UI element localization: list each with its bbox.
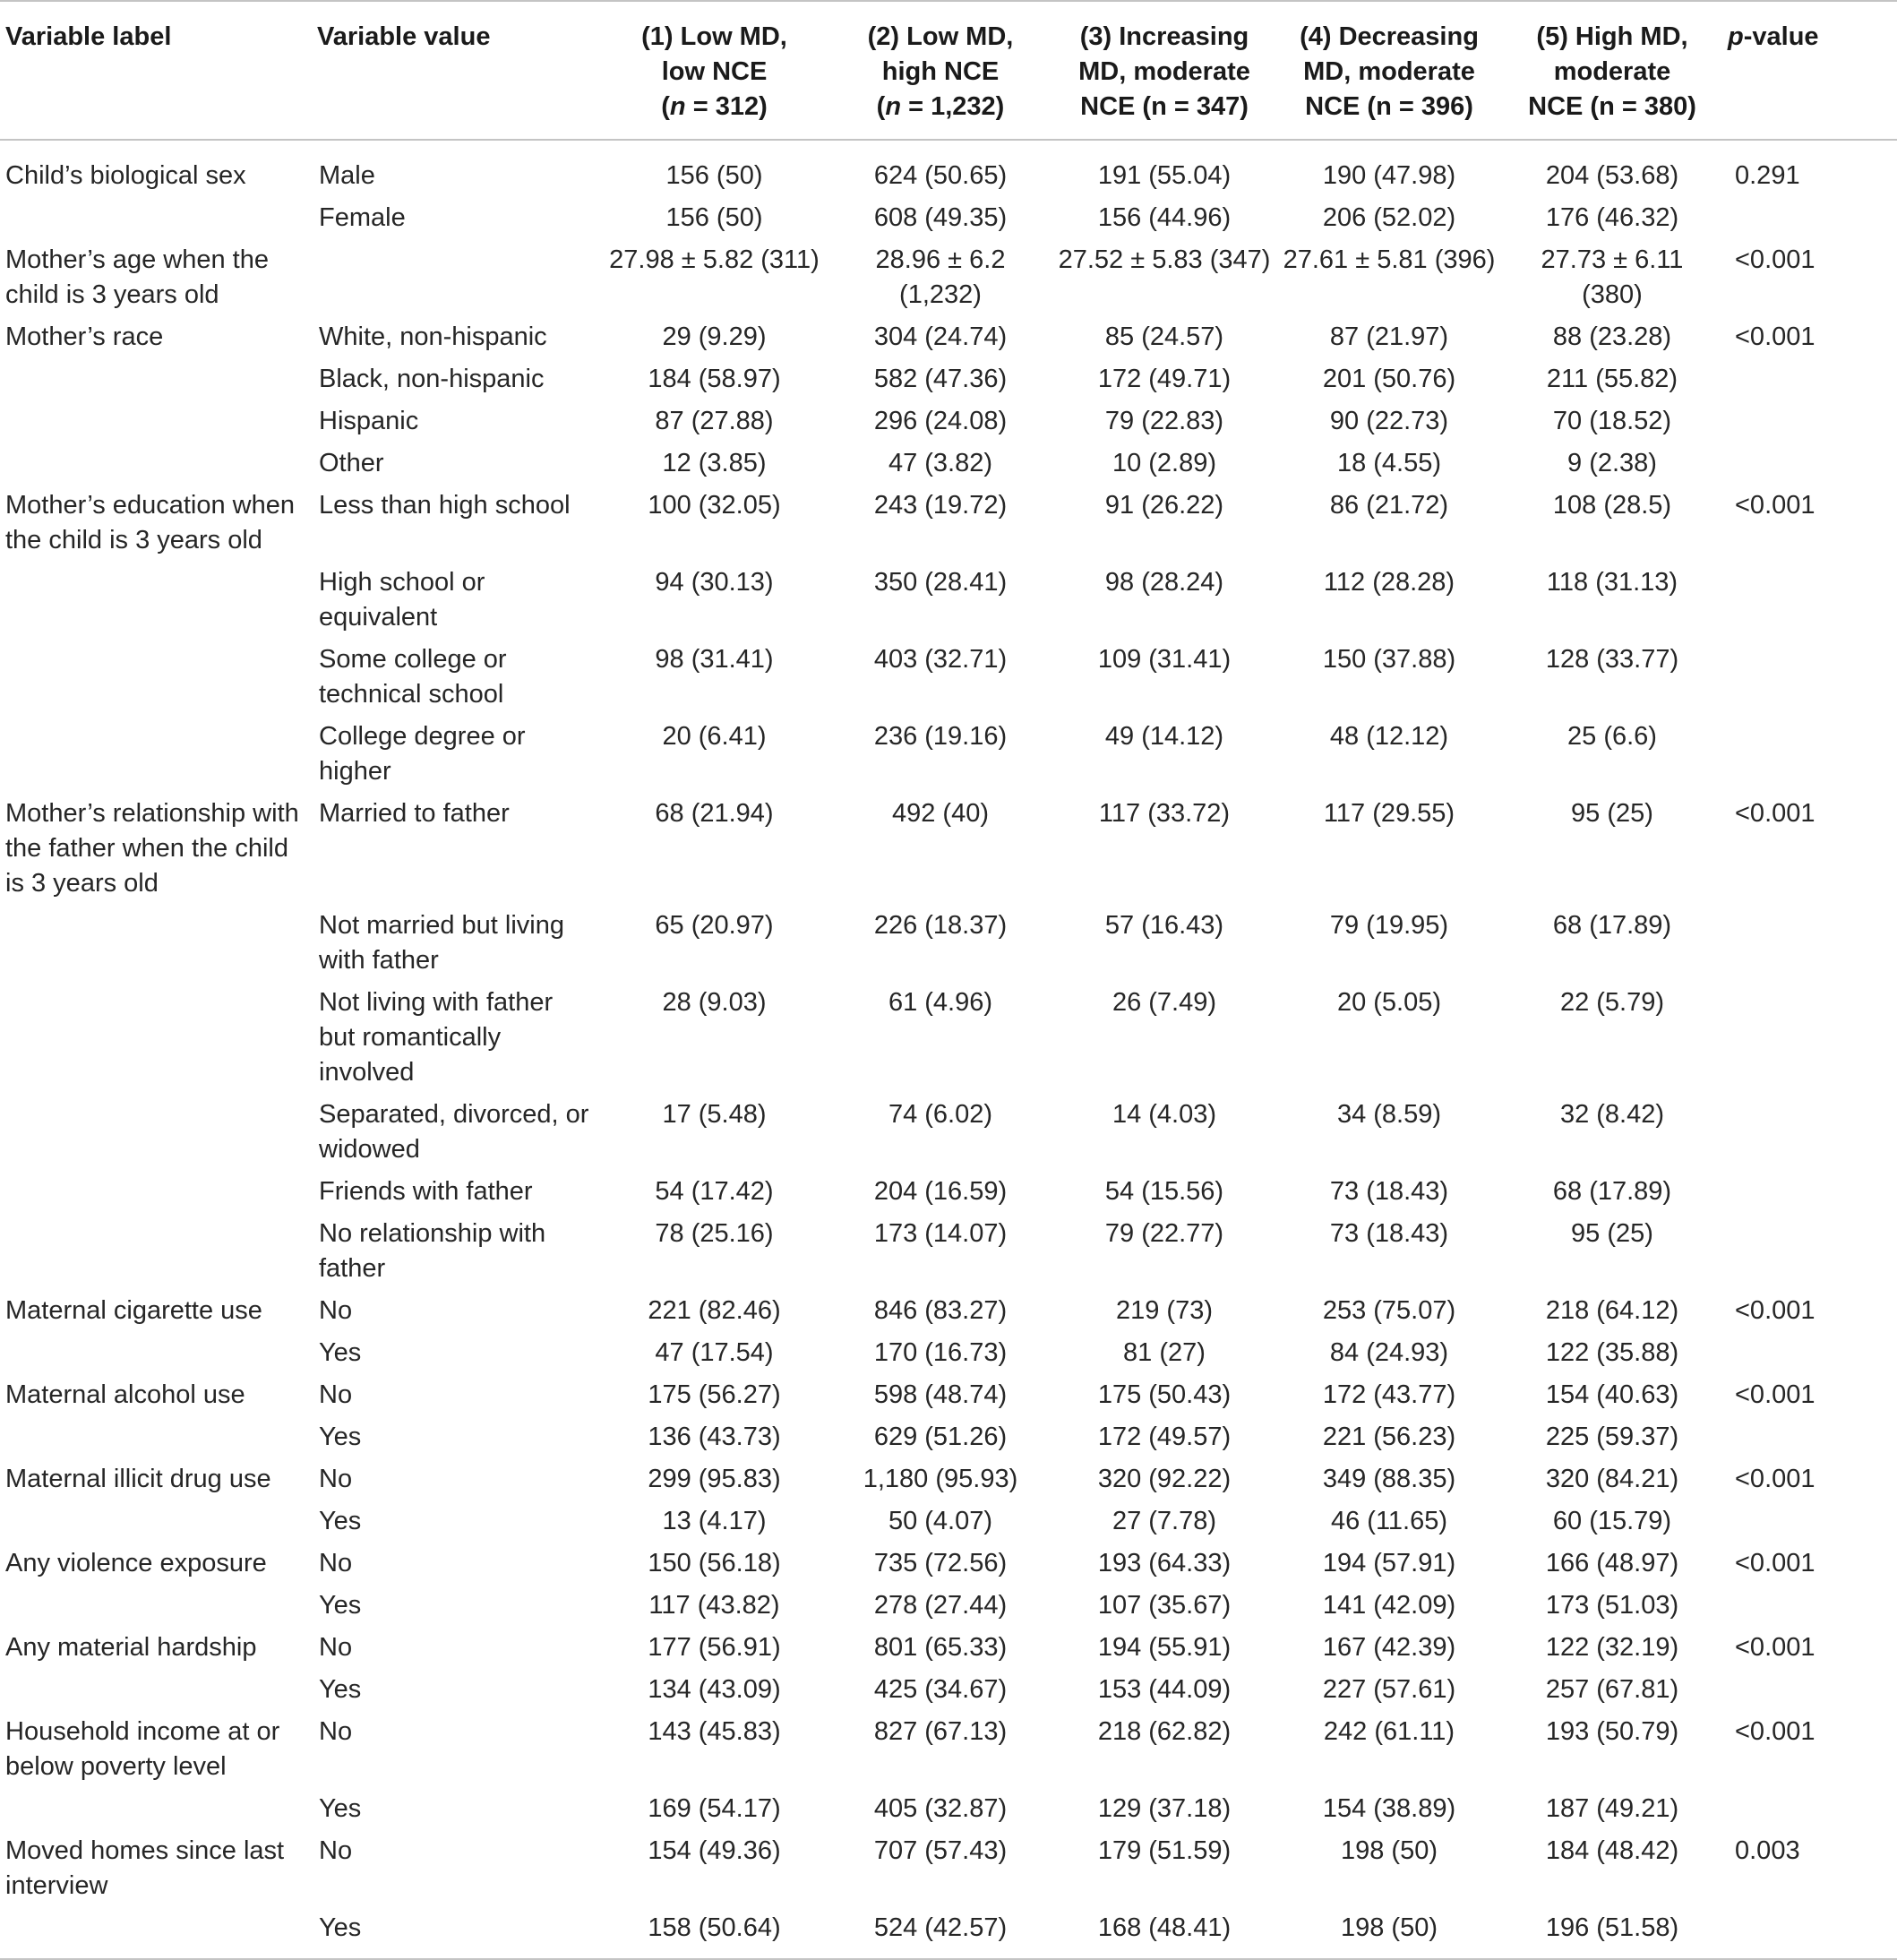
table-row xyxy=(0,1543,1897,1585)
variable-label-cell: Mother’s education when the child is 3 years old xyxy=(5,491,295,554)
variable-value-cell: No xyxy=(319,1380,353,1409)
group-5-cell: 225 (59.37) xyxy=(1545,1423,1679,1451)
group-5-cell: 9 (2.38) xyxy=(1567,449,1657,477)
group-4-cell: 46 (11.65) xyxy=(1330,1507,1448,1535)
group-1-cell: 175 (56.27) xyxy=(648,1380,781,1409)
group-1-cell: 68 (21.94) xyxy=(655,799,774,828)
table-row xyxy=(0,1627,1897,1669)
p-value-cell: <0.001 xyxy=(1735,1380,1815,1409)
header-group-1: (1) Low MD, low NCE (n = 312) xyxy=(641,22,787,121)
group-5-cell: 196 (51.58) xyxy=(1545,1913,1679,1942)
p-value-cell xyxy=(1722,639,1897,716)
table-row xyxy=(0,1374,1897,1416)
group-1-cell: 177 (56.91) xyxy=(648,1633,781,1662)
group-3-cell: 26 (7.49) xyxy=(1112,988,1217,1017)
variable-label-cell xyxy=(0,562,312,639)
variable-label-cell xyxy=(0,982,312,1094)
variable-value-cell: No xyxy=(319,1836,353,1865)
group-5-cell: 118 (31.13) xyxy=(1546,568,1678,597)
group-4-cell: 90 (22.73) xyxy=(1329,407,1449,435)
table-row xyxy=(0,1213,1897,1290)
group-1-cell: 28 (9.03) xyxy=(662,988,767,1017)
variable-value-cell: Black, non-hispanic xyxy=(319,365,545,393)
variable-value-cell: Yes xyxy=(319,1794,362,1823)
variable-label-cell xyxy=(0,1094,312,1171)
group-2-cell: 624 (50.65) xyxy=(873,161,1008,190)
header-group-5: (5) High MD, moderate NCE (n = 380) xyxy=(1528,22,1696,121)
header-row xyxy=(0,1,1897,140)
group-5-cell: 154 (40.63) xyxy=(1545,1380,1679,1409)
variable-label-cell xyxy=(0,1500,312,1543)
p-value-cell xyxy=(1722,1788,1897,1830)
group-3-cell: 14 (4.03) xyxy=(1112,1100,1217,1129)
group-3-cell: 320 (92.22) xyxy=(1097,1465,1232,1493)
table-row xyxy=(0,1585,1897,1627)
group-2-cell: 1,180 (95.93) xyxy=(863,1465,1018,1493)
group-1-cell: 65 (20.97) xyxy=(655,911,774,940)
group-2-cell: 50 (4.07) xyxy=(888,1507,993,1535)
group-3-cell: 129 (37.18) xyxy=(1097,1794,1232,1823)
header-group-3: (3) Increasing MD, moderate NCE (n = 347) xyxy=(1078,22,1250,121)
table-row xyxy=(0,1332,1897,1374)
group-2-cell: 425 (34.67) xyxy=(873,1675,1008,1704)
group-3-cell: 117 (33.72) xyxy=(1098,799,1231,828)
group-5-cell: 320 (84.21) xyxy=(1545,1465,1679,1493)
group-2-cell: 846 (83.27) xyxy=(873,1296,1008,1325)
group-1-cell: 12 (3.85) xyxy=(662,449,767,477)
group-1-cell: 150 (56.18) xyxy=(648,1549,781,1577)
p-value-cell xyxy=(1722,1416,1897,1458)
variable-label-cell xyxy=(0,1416,312,1458)
table-row xyxy=(0,197,1897,239)
table-row xyxy=(0,639,1897,716)
table-row xyxy=(0,400,1897,443)
group-2-cell: 405 (32.87) xyxy=(873,1794,1008,1823)
variable-value-cell: Married to father xyxy=(319,799,510,828)
group-3-cell: 109 (31.41) xyxy=(1097,645,1232,674)
variable-label-cell: Any material hardship xyxy=(5,1633,257,1662)
group-4-cell: 253 (75.07) xyxy=(1322,1296,1456,1325)
group-1-cell: 94 (30.13) xyxy=(655,568,774,597)
group-3-cell: 175 (50.43) xyxy=(1097,1380,1232,1409)
variable-value-cell: Hispanic xyxy=(319,407,419,435)
variable-value-cell: Less than high school xyxy=(319,491,571,520)
group-2-cell: 492 (40) xyxy=(891,799,989,828)
variable-label-cell: Maternal illicit drug use xyxy=(5,1465,271,1493)
table-body xyxy=(0,140,1897,1959)
group-3-cell: 218 (62.82) xyxy=(1097,1717,1232,1746)
variable-value-cell: College degree or higher xyxy=(319,722,526,786)
variable-value-cell: Friends with father xyxy=(319,1177,533,1206)
header-group-2: (2) Low MD, high NCE (n = 1,232) xyxy=(867,22,1014,121)
group-2-cell: 608 (49.35) xyxy=(873,203,1008,232)
p-value-cell xyxy=(1722,1332,1897,1374)
group-3-cell: 107 (35.67) xyxy=(1097,1591,1232,1620)
p-value-cell xyxy=(1722,1094,1897,1171)
variable-value-cell: No xyxy=(319,1296,353,1325)
variable-label-cell: Child’s biological sex xyxy=(5,161,246,190)
variable-value-cell: No xyxy=(319,1633,353,1662)
table-row xyxy=(0,905,1897,982)
variable-label-cell xyxy=(0,358,312,400)
variable-label-cell xyxy=(0,639,312,716)
group-5-cell: 95 (25) xyxy=(1571,1219,1653,1248)
group-3-cell: 172 (49.57) xyxy=(1097,1423,1232,1451)
variable-value-cell: Separated, divorced, or widowed xyxy=(319,1100,589,1164)
group-1-cell: 87 (27.88) xyxy=(655,407,774,435)
group-4-cell: 221 (56.23) xyxy=(1322,1423,1456,1451)
p-value-cell xyxy=(1722,905,1897,982)
table-row xyxy=(0,716,1897,793)
group-2-cell: 801 (65.33) xyxy=(873,1633,1008,1662)
table-row xyxy=(0,443,1897,485)
group-4-cell: 190 (47.98) xyxy=(1322,161,1456,190)
group-5-cell: 193 (50.79) xyxy=(1545,1717,1679,1746)
p-value-cell xyxy=(1722,358,1897,400)
group-5-cell: 70 (18.52) xyxy=(1552,407,1672,435)
group-4-cell: 242 (61.11) xyxy=(1323,1717,1455,1746)
group-3-cell: 156 (44.96) xyxy=(1097,203,1232,232)
group-5-cell: 187 (49.21) xyxy=(1545,1794,1679,1823)
variable-value-cell: Other xyxy=(319,449,384,477)
group-4-cell: 27.61 ± 5.81 (396) xyxy=(1283,245,1496,274)
group-4-cell: 227 (57.61) xyxy=(1322,1675,1456,1704)
group-2-cell: 243 (19.72) xyxy=(873,491,1008,520)
group-4-cell: 141 (42.09) xyxy=(1322,1591,1456,1620)
group-3-cell: 219 (73) xyxy=(1115,1296,1213,1325)
group-1-cell: 156 (50) xyxy=(665,203,763,232)
variable-label-cell: Mother’s relationship with the father when the child is 3 years old xyxy=(5,799,299,898)
group-1-cell: 134 (43.09) xyxy=(648,1675,781,1704)
variable-label-cell xyxy=(0,1171,312,1213)
variable-value-cell: Yes xyxy=(319,1913,362,1942)
group-2-cell: 170 (16.73) xyxy=(873,1338,1008,1367)
group-1-cell: 98 (31.41) xyxy=(655,645,774,674)
group-4-cell: 112 (28.28) xyxy=(1323,568,1455,597)
group-4-cell: 150 (37.88) xyxy=(1322,645,1456,674)
group-5-cell: 173 (51.03) xyxy=(1545,1591,1679,1620)
group-3-cell: 49 (14.12) xyxy=(1104,722,1224,751)
variable-value-cell: No xyxy=(319,1465,353,1493)
group-5-cell: 60 (15.79) xyxy=(1552,1507,1672,1535)
variable-value-cell: Yes xyxy=(319,1338,362,1367)
group-5-cell: 184 (48.42) xyxy=(1545,1836,1679,1865)
p-value-cell: <0.001 xyxy=(1735,245,1815,274)
group-4-cell: 79 (19.95) xyxy=(1329,911,1449,940)
p-value-cell: <0.001 xyxy=(1735,1633,1815,1662)
group-2-cell: 204 (16.59) xyxy=(873,1177,1008,1206)
variable-value-cell: Some college or technical school xyxy=(319,645,507,709)
group-2-cell: 296 (24.08) xyxy=(873,407,1008,435)
p-value-cell: 0.003 xyxy=(1735,1836,1800,1865)
group-1-cell: 169 (54.17) xyxy=(648,1794,781,1823)
group-3-cell: 172 (49.71) xyxy=(1097,365,1232,393)
group-5-cell: 257 (67.81) xyxy=(1545,1675,1679,1704)
group-5-cell: 204 (53.68) xyxy=(1545,161,1679,190)
p-value-cell xyxy=(1722,1171,1897,1213)
group-1-cell: 156 (50) xyxy=(665,161,763,190)
group-2-cell: 735 (72.56) xyxy=(873,1549,1008,1577)
group-1-cell: 221 (82.46) xyxy=(648,1296,781,1325)
group-3-cell: 10 (2.89) xyxy=(1112,449,1217,477)
group-2-cell: 304 (24.74) xyxy=(873,322,1008,351)
group-4-cell: 86 (21.72) xyxy=(1329,491,1449,520)
group-4-cell: 18 (4.55) xyxy=(1336,449,1442,477)
variable-value-cell: Not married but living with father xyxy=(319,911,564,975)
variable-value-cell: No relationship with father xyxy=(319,1219,546,1283)
variable-label-cell xyxy=(0,1585,312,1627)
p-value-cell: <0.001 xyxy=(1735,1465,1815,1493)
group-2-cell: 236 (19.16) xyxy=(873,722,1008,751)
p-value-cell: 0.291 xyxy=(1735,161,1800,190)
table-row xyxy=(0,316,1897,358)
group-1-cell: 136 (43.73) xyxy=(648,1423,781,1451)
group-3-cell: 81 (27) xyxy=(1123,1338,1206,1367)
group-2-cell: 226 (18.37) xyxy=(873,911,1008,940)
variable-value-cell xyxy=(312,239,600,316)
group-1-cell: 158 (50.64) xyxy=(648,1913,781,1942)
table-row xyxy=(0,140,1897,197)
variable-value-cell: White, non-hispanic xyxy=(319,322,547,351)
p-value-cell xyxy=(1722,1213,1897,1290)
group-1-cell: 27.98 ± 5.82 (311) xyxy=(609,245,820,274)
group-5-cell: 22 (5.79) xyxy=(1559,988,1665,1017)
group-3-cell: 79 (22.83) xyxy=(1104,407,1224,435)
table-row xyxy=(0,793,1897,905)
variable-label-cell xyxy=(0,716,312,793)
group-5-cell: 122 (35.88) xyxy=(1545,1338,1679,1367)
variable-value-cell: High school or equivalent xyxy=(319,568,485,632)
group-2-cell: 524 (42.57) xyxy=(873,1913,1008,1942)
group-2-cell: 582 (47.36) xyxy=(873,365,1008,393)
variable-label-cell: Maternal alcohol use xyxy=(5,1380,245,1409)
table-row xyxy=(0,1416,1897,1458)
group-2-cell: 28.96 ± 6.2 (1,232) xyxy=(875,245,1006,309)
variable-value-cell: No xyxy=(319,1549,353,1577)
group-2-cell: 707 (57.43) xyxy=(873,1836,1008,1865)
table-row xyxy=(0,1500,1897,1543)
group-4-cell: 117 (29.55) xyxy=(1323,799,1455,828)
variable-label-cell xyxy=(0,1332,312,1374)
group-3-cell: 57 (16.43) xyxy=(1104,911,1224,940)
group-3-cell: 27 (7.78) xyxy=(1112,1507,1217,1535)
group-1-cell: 117 (43.82) xyxy=(648,1591,780,1620)
table-row xyxy=(0,1171,1897,1213)
p-value-cell xyxy=(1722,400,1897,443)
variable-label-cell xyxy=(0,443,312,485)
p-value-cell: <0.001 xyxy=(1735,322,1815,351)
group-1-cell: 54 (17.42) xyxy=(655,1177,774,1206)
variable-label-cell xyxy=(0,1788,312,1830)
header-group-4: (4) Decreasing MD, moderate NCE (n = 396) xyxy=(1300,22,1479,121)
variable-value-cell: Yes xyxy=(319,1675,362,1704)
variable-label-cell xyxy=(0,1907,312,1959)
group-3-cell: 194 (55.91) xyxy=(1097,1633,1232,1662)
group-5-cell: 25 (6.6) xyxy=(1567,722,1657,751)
group-1-cell: 100 (32.05) xyxy=(648,491,781,520)
group-4-cell: 198 (50) xyxy=(1340,1913,1438,1942)
p-value-cell xyxy=(1722,562,1897,639)
group-5-cell: 122 (32.19) xyxy=(1545,1633,1679,1662)
group-3-cell: 27.52 ± 5.83 (347) xyxy=(1058,245,1271,274)
group-5-cell: 166 (48.97) xyxy=(1545,1549,1679,1577)
group-1-cell: 78 (25.16) xyxy=(655,1219,774,1248)
group-3-cell: 85 (24.57) xyxy=(1104,322,1224,351)
group-1-cell: 29 (9.29) xyxy=(662,322,767,351)
group-3-cell: 168 (48.41) xyxy=(1097,1913,1232,1942)
p-value-cell: <0.001 xyxy=(1735,1717,1815,1746)
table-row xyxy=(0,982,1897,1094)
table-row xyxy=(0,1830,1897,1907)
table-row xyxy=(0,1290,1897,1332)
group-4-cell: 206 (52.02) xyxy=(1322,203,1456,232)
group-4-cell: 73 (18.43) xyxy=(1329,1177,1449,1206)
variable-label-cell: Mother’s age when the child is 3 years old xyxy=(5,245,269,309)
p-value-cell xyxy=(1722,443,1897,485)
group-5-cell: 108 (28.5) xyxy=(1552,491,1672,520)
group-3-cell: 153 (44.09) xyxy=(1097,1675,1232,1704)
group-4-cell: 201 (50.76) xyxy=(1322,365,1456,393)
variable-label-cell xyxy=(0,400,312,443)
group-2-cell: 278 (27.44) xyxy=(873,1591,1008,1620)
table-row xyxy=(0,1458,1897,1500)
group-1-cell: 13 (4.17) xyxy=(662,1507,767,1535)
group-3-cell: 179 (51.59) xyxy=(1097,1836,1232,1865)
group-5-cell: 27.73 ± 6.11 (380) xyxy=(1541,245,1684,309)
group-3-cell: 98 (28.24) xyxy=(1104,568,1224,597)
group-3-cell: 54 (15.56) xyxy=(1104,1177,1224,1206)
group-1-cell: 47 (17.54) xyxy=(655,1338,774,1367)
variable-label-cell: Household income at or below poverty level xyxy=(5,1717,280,1781)
group-4-cell: 198 (50) xyxy=(1340,1836,1438,1865)
table-row xyxy=(0,1669,1897,1711)
group-4-cell: 48 (12.12) xyxy=(1329,722,1449,751)
group-4-cell: 167 (42.39) xyxy=(1322,1633,1456,1662)
group-2-cell: 350 (28.41) xyxy=(873,568,1008,597)
variable-value-cell: No xyxy=(319,1717,353,1746)
p-value-cell xyxy=(1722,1669,1897,1711)
group-4-cell: 73 (18.43) xyxy=(1329,1219,1449,1248)
header-variable-label: Variable label xyxy=(5,22,172,51)
table-row xyxy=(0,358,1897,400)
group-3-cell: 91 (26.22) xyxy=(1104,491,1224,520)
variable-value-cell: Yes xyxy=(319,1507,362,1535)
table-row xyxy=(0,562,1897,639)
variable-label-cell xyxy=(0,197,312,239)
group-4-cell: 349 (88.35) xyxy=(1322,1465,1456,1493)
group-5-cell: 95 (25) xyxy=(1571,799,1653,828)
group-5-cell: 68 (17.89) xyxy=(1552,1177,1672,1206)
variable-label-cell: Mother’s race xyxy=(5,322,164,351)
table-row xyxy=(0,1094,1897,1171)
group-3-cell: 193 (64.33) xyxy=(1097,1549,1232,1577)
group-5-cell: 88 (23.28) xyxy=(1552,322,1672,351)
variable-value-cell: Female xyxy=(319,203,406,232)
p-value-cell xyxy=(1722,1585,1897,1627)
group-1-cell: 299 (95.83) xyxy=(648,1465,781,1493)
group-4-cell: 20 (5.05) xyxy=(1336,988,1442,1017)
p-value-cell xyxy=(1722,197,1897,239)
group-4-cell: 194 (57.91) xyxy=(1322,1549,1456,1577)
group-1-cell: 20 (6.41) xyxy=(662,722,767,751)
group-4-cell: 172 (43.77) xyxy=(1322,1380,1456,1409)
p-value-cell xyxy=(1722,982,1897,1094)
variable-label-cell: Maternal cigarette use xyxy=(5,1296,262,1325)
table-row xyxy=(0,1788,1897,1830)
group-2-cell: 403 (32.71) xyxy=(873,645,1008,674)
variable-label-cell: Any violence exposure xyxy=(5,1549,267,1577)
group-5-cell: 176 (46.32) xyxy=(1545,203,1679,232)
group-3-cell: 79 (22.77) xyxy=(1104,1219,1224,1248)
group-4-cell: 34 (8.59) xyxy=(1336,1100,1442,1129)
group-4-cell: 84 (24.93) xyxy=(1329,1338,1449,1367)
table-row xyxy=(0,1711,1897,1788)
variable-label-cell xyxy=(0,905,312,982)
header-variable-value: Variable value xyxy=(317,22,491,51)
variable-label-cell xyxy=(0,1669,312,1711)
table-row xyxy=(0,1907,1897,1959)
group-2-cell: 47 (3.82) xyxy=(888,449,993,477)
group-5-cell: 218 (64.12) xyxy=(1545,1296,1679,1325)
group-2-cell: 61 (4.96) xyxy=(888,988,993,1017)
p-value-cell xyxy=(1722,716,1897,793)
group-4-cell: 87 (21.97) xyxy=(1329,322,1449,351)
group-2-cell: 598 (48.74) xyxy=(873,1380,1008,1409)
table-row xyxy=(0,239,1897,316)
variable-value-cell: Yes xyxy=(319,1591,362,1620)
group-5-cell: 128 (33.77) xyxy=(1545,645,1679,674)
group-2-cell: 629 (51.26) xyxy=(873,1423,1008,1451)
group-2-cell: 173 (14.07) xyxy=(873,1219,1008,1248)
variable-label-cell xyxy=(0,1213,312,1290)
group-4-cell: 154 (38.89) xyxy=(1322,1794,1456,1823)
p-value-cell xyxy=(1722,1907,1897,1959)
group-1-cell: 154 (49.36) xyxy=(648,1836,781,1865)
group-2-cell: 74 (6.02) xyxy=(888,1100,993,1129)
group-5-cell: 32 (8.42) xyxy=(1559,1100,1665,1129)
group-5-cell: 211 (55.82) xyxy=(1546,365,1678,393)
group-5-cell: 68 (17.89) xyxy=(1552,911,1672,940)
p-value-cell: <0.001 xyxy=(1735,491,1815,520)
variable-value-cell: Yes xyxy=(319,1423,362,1451)
group-3-cell: 191 (55.04) xyxy=(1097,161,1232,190)
header-p-value: p-value xyxy=(1728,22,1819,51)
group-1-cell: 17 (5.48) xyxy=(662,1100,767,1129)
group-2-cell: 827 (67.13) xyxy=(873,1717,1008,1746)
variable-label-cell: Moved homes since last interview xyxy=(5,1836,285,1900)
p-value-cell: <0.001 xyxy=(1735,1296,1815,1325)
p-value-cell xyxy=(1722,1500,1897,1543)
table-row xyxy=(0,485,1897,562)
group-1-cell: 143 (45.83) xyxy=(648,1717,781,1746)
p-value-cell: <0.001 xyxy=(1735,799,1815,828)
variable-value-cell: Male xyxy=(319,161,375,190)
p-value-cell: <0.001 xyxy=(1735,1549,1815,1577)
group-1-cell: 184 (58.97) xyxy=(648,365,781,393)
variable-value-cell: Not living with father but romantically involved xyxy=(319,988,554,1087)
